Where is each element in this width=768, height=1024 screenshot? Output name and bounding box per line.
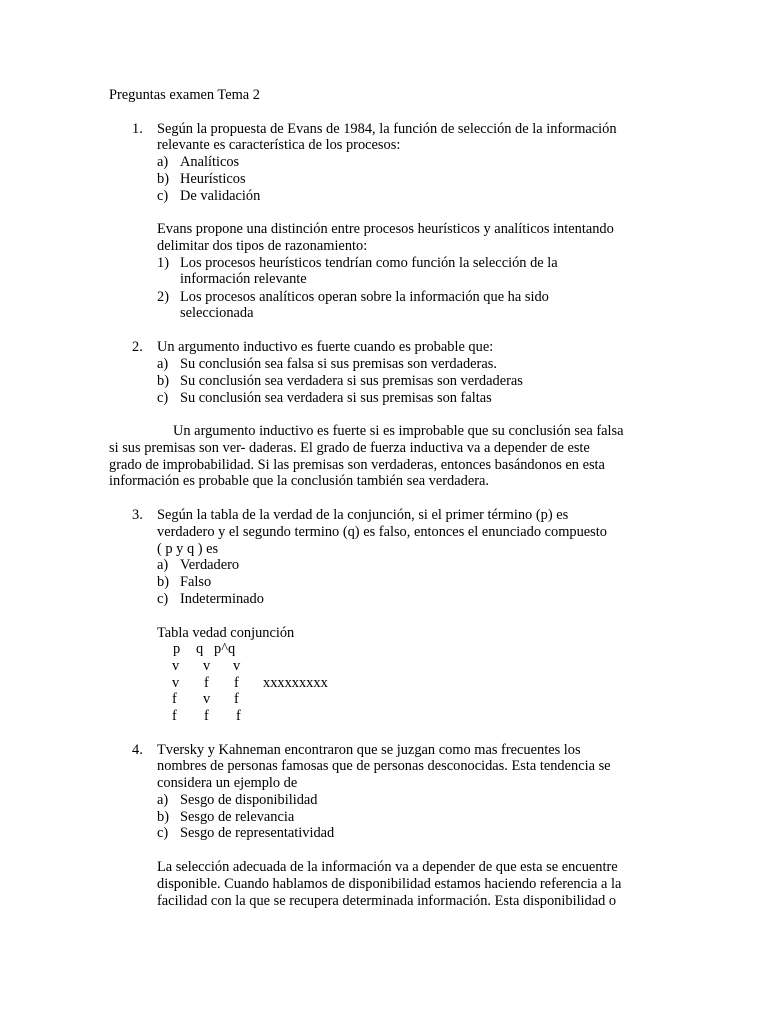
option-label: b) bbox=[157, 574, 169, 590]
explanation-line: disponible. Cuando hablamos de disponibilidad estamos haciendo referencia a la bbox=[157, 876, 622, 892]
question-stem-line: Tversky y Kahneman encontraron que se juzgan como mas frecuentes los bbox=[157, 742, 581, 758]
table-cell: f bbox=[204, 675, 209, 691]
question-stem-line: Según la propuesta de Evans de 1984, la función de selección de la información bbox=[157, 121, 617, 137]
question-number: 3. bbox=[132, 507, 143, 523]
table-cell: f bbox=[172, 708, 177, 724]
option-label: b) bbox=[157, 171, 169, 187]
question-stem-line: ( p y q ) es bbox=[157, 541, 219, 557]
point-label: 1) bbox=[157, 255, 169, 271]
option-text: Su conclusión sea verdadera si sus premisas son verdaderas bbox=[180, 373, 523, 389]
explanation-line: información es probable que la conclusión también sea verdadera. bbox=[109, 473, 490, 489]
table-cell: v bbox=[203, 691, 211, 707]
question-stem-line: relevante es característica de los procesos: bbox=[157, 137, 401, 153]
question-number: 2. bbox=[132, 339, 143, 355]
option-text: Indeterminado bbox=[180, 591, 264, 607]
option-text: Sesgo de relevancia bbox=[180, 809, 295, 825]
question-stem-line: Un argumento inductivo es fuerte cuando es probable que: bbox=[157, 339, 494, 355]
table-cell: f bbox=[234, 691, 239, 707]
question-number: 1. bbox=[132, 121, 143, 137]
option-text: Sesgo de disponibilidad bbox=[180, 792, 318, 808]
option-label: a) bbox=[157, 792, 169, 808]
option-label: c) bbox=[157, 591, 169, 607]
question-number: 4. bbox=[132, 742, 143, 758]
table-cell: v bbox=[172, 675, 180, 691]
point-label: 2) bbox=[157, 289, 169, 305]
table-cell: v bbox=[172, 658, 180, 674]
question-stem-line: Según la tabla de la verdad de la conjunción, si el primer término (p) es bbox=[157, 507, 569, 523]
option-label: a) bbox=[157, 154, 169, 170]
option-text: Su conclusión sea falsa si sus premisas son verdaderas. bbox=[180, 356, 497, 372]
table-header-cell: p bbox=[173, 641, 181, 657]
point-text-line: Los procesos analíticos operan sobre la información que ha sido bbox=[180, 289, 549, 305]
option-label: a) bbox=[157, 557, 169, 573]
point-text-line: Los procesos heurísticos tendrían como función la selección de la bbox=[180, 255, 558, 271]
table-header-cell: p^q bbox=[214, 641, 236, 657]
explanation-line: delimitar dos tipos de razonamiento: bbox=[157, 238, 368, 254]
option-text: Verdadero bbox=[180, 557, 240, 573]
explanation-line: Evans propone una distinción entre procesos heurísticos y analíticos intentando bbox=[157, 221, 614, 237]
option-text: De validación bbox=[180, 188, 261, 204]
option-text: Heurísticos bbox=[180, 171, 246, 187]
table-cell: f bbox=[172, 691, 177, 707]
explanation-line: Un argumento inductivo es fuerte si es improbable que su conclusión sea falsa bbox=[173, 423, 624, 439]
option-label: b) bbox=[157, 809, 169, 825]
table-header-cell: q bbox=[196, 641, 204, 657]
option-text: Su conclusión sea verdadera si sus premisas son faltas bbox=[180, 390, 492, 406]
explanation-line: facilidad con la que se recupera determinada información. Esta disponibilidad o bbox=[157, 893, 617, 909]
question-stem-line: verdadero y el segundo termino (q) es falso, entonces el enunciado compuesto bbox=[157, 524, 607, 540]
explanation-line: grado de improbabilidad. Si las premisas son verdaderas, entonces basándonos en esta bbox=[109, 457, 605, 473]
option-text: Analíticos bbox=[180, 154, 240, 170]
option-label: c) bbox=[157, 825, 169, 841]
option-label: c) bbox=[157, 390, 169, 406]
table-cell: f bbox=[236, 708, 241, 724]
option-label: c) bbox=[157, 188, 169, 204]
question-stem-line: considera un ejemplo de bbox=[157, 775, 298, 791]
explanation-line: si sus premisas son ver- daderas. El grado de fuerza inductiva va a depender de este bbox=[109, 440, 590, 456]
table-annotation: xxxxxxxxx bbox=[263, 675, 328, 691]
option-text: Sesgo de representatividad bbox=[180, 825, 335, 841]
table-title: Tabla vedad conjunción bbox=[157, 625, 295, 641]
table-cell: f bbox=[204, 708, 209, 724]
table-cell: v bbox=[233, 658, 241, 674]
question-stem-line: nombres de personas famosas que de personas desconocidas. Esta tendencia se bbox=[157, 758, 611, 774]
option-text: Falso bbox=[180, 574, 212, 590]
document-title: Preguntas examen Tema 2 bbox=[109, 87, 260, 103]
table-cell: f bbox=[234, 675, 239, 691]
table-cell: v bbox=[203, 658, 211, 674]
point-text-line: información relevante bbox=[180, 271, 307, 287]
point-text-line: seleccionada bbox=[180, 305, 254, 321]
option-label: a) bbox=[157, 356, 169, 372]
explanation-line: La selección adecuada de la información va a depender de que esta se encuentre bbox=[157, 859, 618, 875]
option-label: b) bbox=[157, 373, 169, 389]
